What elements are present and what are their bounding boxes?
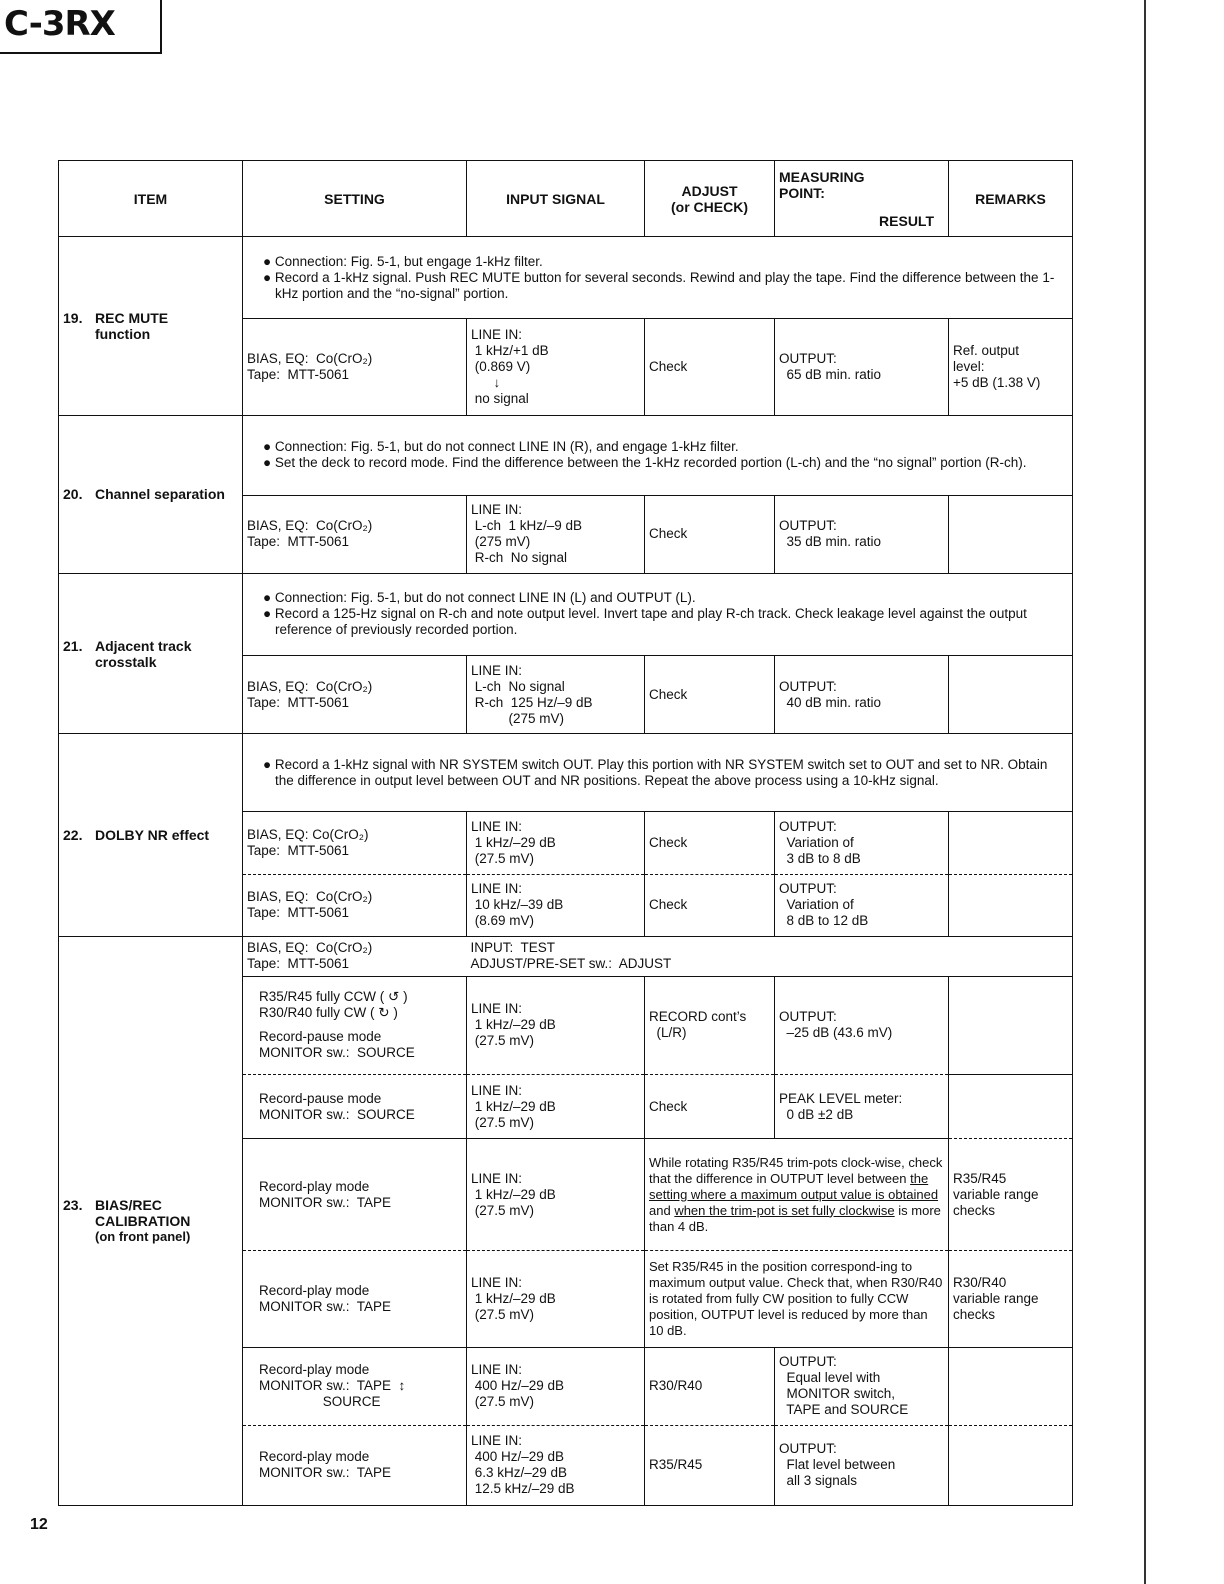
input-cell: LINE IN: L-ch No signal R-ch 125 Hz/–9 dB (275 mV) bbox=[467, 656, 645, 734]
header-row bbox=[59, 161, 1073, 237]
input-cell: LINE IN: 1 kHz/–29 dB (27.5 mV) bbox=[467, 1074, 645, 1138]
remarks-cell bbox=[949, 812, 1073, 874]
adjustment-table bbox=[58, 160, 1073, 1506]
setting-cell: BIAS, EQ: Co(CrO₂) Tape: MTT-5061 bbox=[243, 495, 467, 573]
remarks-cell: R35/R45 variable range checks bbox=[949, 1139, 1073, 1251]
note-bullet: ● Record a 1-kHz signal. Push REC MUTE button for several seconds. Rewind and play the tape. Find the difference between the 1-kHz portion and the “no-signal” portion. bbox=[263, 269, 1055, 301]
input-cell: LINE IN: 400 Hz/–29 dB 6.3 kHz/–29 dB 12.5 kHz/–29 dB bbox=[467, 1425, 645, 1505]
item-19-note-row bbox=[59, 237, 1073, 319]
item-23-top-row bbox=[59, 936, 1073, 976]
header-item: ITEM bbox=[59, 161, 243, 237]
adjust-cell: R30/R40 bbox=[645, 1347, 775, 1425]
adjust-cell: Check bbox=[645, 319, 775, 415]
input-cell: LINE IN: 400 Hz/–29 dB (27.5 mV) bbox=[467, 1347, 645, 1425]
input-cell: LINE IN: 1 kHz/–29 dB (27.5 mV) bbox=[467, 976, 645, 1074]
header-setting: SETTING bbox=[243, 161, 467, 237]
remarks-cell bbox=[949, 976, 1073, 1074]
adjust-cell: Check bbox=[645, 812, 775, 874]
setting-cell: BIAS, EQ: Co(CrO₂) Tape: MTT-5061 bbox=[243, 812, 467, 874]
setting-cell: R35/R45 fully CCW ( ↺ ) R30/R40 fully CW ( ↻ ) Record-pause mode MONITOR sw.: SOURCE bbox=[243, 976, 467, 1074]
adjust-cell: Check bbox=[645, 656, 775, 734]
remarks-cell bbox=[949, 1074, 1073, 1138]
adjust-cell: Check bbox=[645, 1074, 775, 1138]
remarks-cell: R30/R40 variable range checks bbox=[949, 1251, 1073, 1347]
remarks-cell bbox=[949, 495, 1073, 573]
setting-cell: BIAS, EQ: Co(CrO₂) Tape: MTT-5061 bbox=[243, 319, 467, 415]
item-23-label: 23. BIAS/REC CALIBRATION (on front panel) bbox=[59, 936, 243, 1505]
note-bullet: ● Set the deck to record mode. Find the difference between the 1-kHz recorded portion (L-ch) and the “no signal” portion (R-ch). bbox=[263, 455, 1027, 471]
item-22-note-row bbox=[59, 734, 1073, 812]
model-label: C-3RX bbox=[4, 4, 115, 44]
adjust-cell: Check bbox=[645, 495, 775, 573]
input-cell: LINE IN: 10 kHz/–39 dB (8.69 mV) bbox=[467, 874, 645, 936]
setting-cell: Record-pause mode MONITOR sw.: SOURCE bbox=[243, 1074, 467, 1138]
note-bullet: ● Connection: Fig. 5-1, but do not connect LINE IN (R), and engage 1-kHz filter. bbox=[263, 439, 739, 455]
page-number: 12 bbox=[30, 1516, 48, 1533]
item-20-note-row bbox=[59, 415, 1073, 495]
page-edge-line bbox=[1144, 0, 1146, 1584]
remarks-cell bbox=[949, 656, 1073, 734]
setting-cell: Record-play mode MONITOR sw.: TAPE bbox=[243, 1425, 467, 1505]
remarks-cell bbox=[949, 874, 1073, 936]
adjust-cell: RECORD cont’s (L/R) bbox=[645, 976, 775, 1074]
note-bullet: ● Connection: Fig. 5-1, but do not connect LINE IN (L) and OUTPUT (L). bbox=[263, 590, 696, 606]
item-22-notes bbox=[243, 734, 1073, 812]
adjust-cell: Check bbox=[645, 874, 775, 936]
item-21-label: 21. Adjacent track crosstalk bbox=[59, 573, 243, 733]
measuring-cell: OUTPUT: Variation of 3 dB to 8 dB bbox=[775, 812, 949, 874]
measuring-cell: OUTPUT: –25 dB (43.6 mV) bbox=[775, 976, 949, 1074]
input-top-cell: INPUT: TEST ADJUST/PRE-SET sw.: ADJUST bbox=[467, 936, 1073, 976]
input-cell: LINE IN: 1 kHz/–29 dB (27.5 mV) bbox=[467, 1251, 645, 1347]
adjust-cell: R35/R45 bbox=[645, 1425, 775, 1505]
adjust-instruction: While rotating R35/R45 trim-pots clock-wise, check that the difference in OUTPUT level between the setting where a maximum output value is obtained and when the trim-pot is set fully clockwise is more than 4 dB. bbox=[645, 1139, 949, 1251]
measuring-cell: PEAK LEVEL meter: 0 dB ±2 dB bbox=[775, 1074, 949, 1138]
input-cell: LINE IN: L-ch 1 kHz/–9 dB (275 mV) R-ch No signal bbox=[467, 495, 645, 573]
input-cell: LINE IN: 1 kHz/+1 dB (0.869 V) ↓ no signal bbox=[467, 319, 645, 415]
item-21-notes bbox=[243, 573, 1073, 655]
header-adjust: ADJUST (or CHECK) bbox=[645, 161, 775, 237]
header-measuring-point: MEASURING POINT: RESULT bbox=[775, 161, 949, 237]
remarks-cell: Ref. output level: +5 dB (1.38 V) bbox=[949, 319, 1073, 415]
measuring-cell: OUTPUT: Equal level with MONITOR switch, TAPE and SOURCE bbox=[775, 1347, 949, 1425]
item-20-notes bbox=[243, 415, 1073, 495]
remarks-cell bbox=[949, 1347, 1073, 1425]
measuring-cell: OUTPUT: 40 dB min. ratio bbox=[775, 656, 949, 734]
item-20-label: 20. Channel separation bbox=[59, 415, 243, 573]
note-bullet: ● Record a 125-Hz signal on R-ch and note output level. Invert tape and play R-ch track. Check leakage level against the output reference of previously recorded portion. bbox=[263, 606, 1027, 638]
setting-cell: Record-play mode MONITOR sw.: TAPE bbox=[243, 1251, 467, 1347]
item-22-label: 22. DOLBY NR effect bbox=[59, 734, 243, 936]
remarks-cell bbox=[949, 1425, 1073, 1505]
input-cell: LINE IN: 1 kHz/–29 dB (27.5 mV) bbox=[467, 812, 645, 874]
header-remarks: REMARKS bbox=[949, 161, 1073, 237]
measuring-cell: OUTPUT: Flat level between all 3 signals bbox=[775, 1425, 949, 1505]
header-input: INPUT SIGNAL bbox=[467, 161, 645, 237]
adjust-instruction: Set R35/R45 in the position correspond-ing to maximum output value. Check that, when R30/R40 is rotated from fully CW position to fully CCW position, OUTPUT level is reduced by more than 10 dB. bbox=[645, 1251, 949, 1347]
item-19-notes bbox=[243, 237, 1073, 319]
input-cell: LINE IN: 1 kHz/–29 dB (27.5 mV) bbox=[467, 1139, 645, 1251]
measuring-cell: OUTPUT: 35 dB min. ratio bbox=[775, 495, 949, 573]
setting-cell: BIAS, EQ: Co(CrO₂) Tape: MTT-5061 bbox=[243, 874, 467, 936]
item-21-note-row bbox=[59, 573, 1073, 655]
note-bullet: ● Connection: Fig. 5-1, but engage 1-kHz filter. bbox=[263, 253, 543, 269]
model-label-box bbox=[0, 0, 162, 54]
setting-cell: BIAS, EQ: Co(CrO₂) Tape: MTT-5061 bbox=[243, 656, 467, 734]
item-19-label: 19. REC MUTE function bbox=[59, 237, 243, 415]
measuring-cell: OUTPUT: Variation of 8 dB to 12 dB bbox=[775, 874, 949, 936]
setting-cell: Record-play mode MONITOR sw.: TAPE bbox=[243, 1139, 467, 1251]
setting-cell: Record-play mode MONITOR sw.: TAPE ↕ SOURCE bbox=[243, 1347, 467, 1425]
measuring-cell: OUTPUT: 65 dB min. ratio bbox=[775, 319, 949, 415]
note-bullet: ● Record a 1-kHz signal with NR SYSTEM switch OUT. Play this portion with NR SYSTEM switch set to OUT and set to NR. Obtain the difference in output level between OUT and NR positions. Repeat the above process using a 10-kHz signal. bbox=[263, 756, 1048, 788]
setting-cell: BIAS, EQ: Co(CrO₂) Tape: MTT-5061 bbox=[243, 936, 467, 976]
